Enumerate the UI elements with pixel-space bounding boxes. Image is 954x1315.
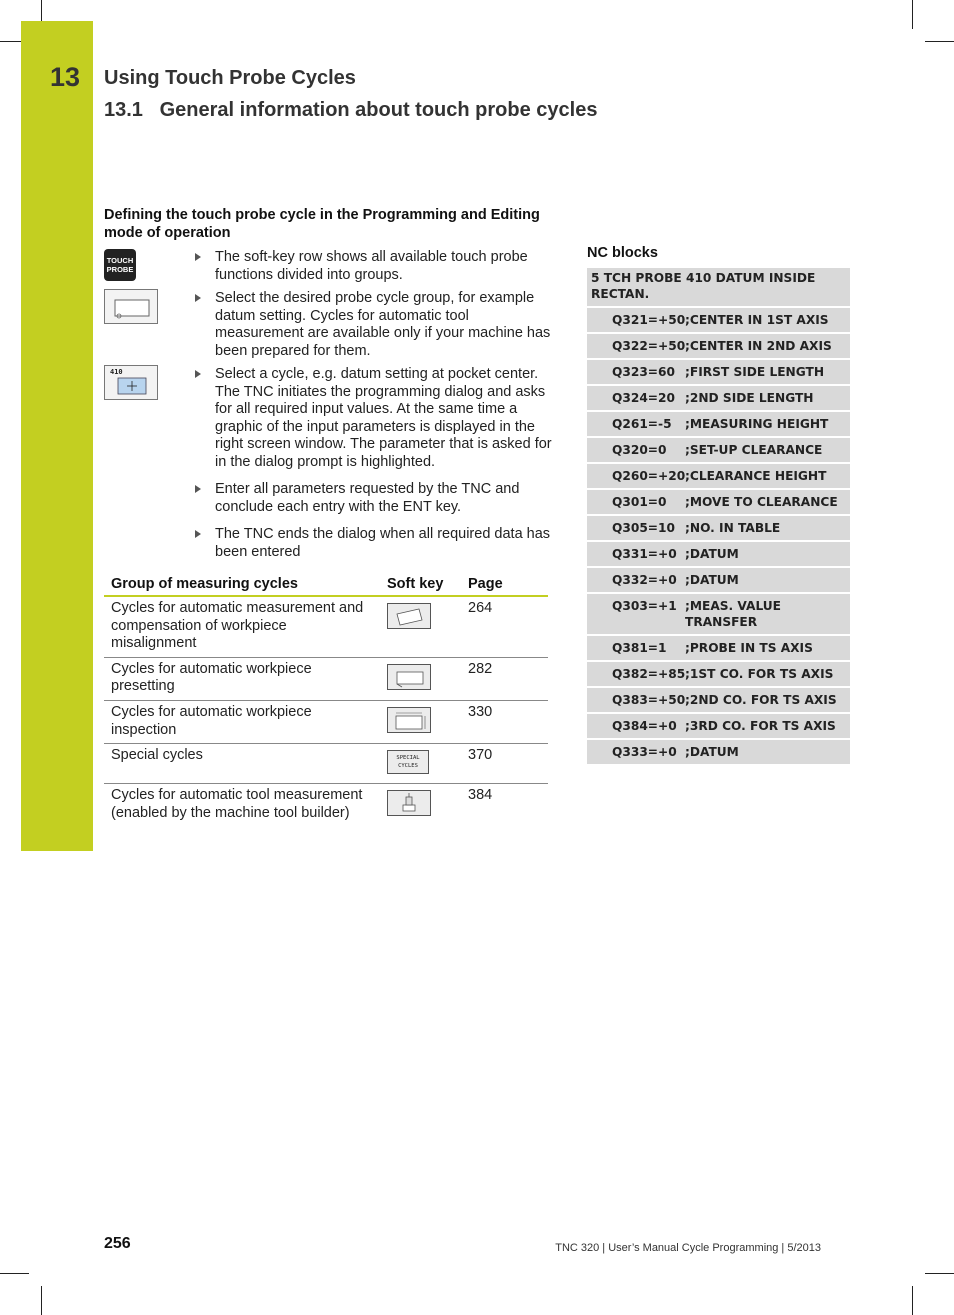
softkey-cell: [380, 784, 461, 844]
step-4: Enter all parameters requested by the TNC and conclude each entry with the ENT key.: [195, 481, 553, 516]
column-header-softkey: Soft key: [380, 575, 461, 596]
chapter-side-bar: [21, 21, 93, 851]
group-cell: Cycles for automatic workpiece presetting: [104, 657, 380, 700]
page-cell: 282: [461, 657, 548, 700]
nc-block-row: Q320=0 ;SET-UP CLEARANCE: [587, 438, 850, 464]
crop-mark: [41, 0, 42, 21]
crop-mark: [0, 41, 21, 42]
nc-block-row: Q384=+0 ;3RD CO. FOR TS AXIS: [587, 714, 850, 740]
special-cycles-softkey-icon: [387, 750, 429, 774]
page-cell: 330: [461, 700, 548, 743]
page-cell: 370: [461, 744, 548, 784]
nc-block-row: Q383=+50 ;2ND CO. FOR TS AXIS: [587, 688, 850, 714]
nc-block-row: Q381=1 ;PROBE IN TS AXIS: [587, 636, 850, 662]
nc-block-row: Q303=+1 ;MEAS. VALUE TRANSFER: [587, 594, 850, 636]
bullet-arrow-icon: [195, 253, 201, 261]
table-row: [104, 596, 548, 657]
crop-mark: [925, 1273, 954, 1274]
table-row: [104, 700, 548, 743]
touch-probe-key-icon: [104, 249, 136, 281]
crop-mark: [0, 1273, 29, 1274]
step-2: Select the desired probe cycle group, for example datum setting. Cycles for automatic tool measurement are available only if your machine has been prepared for them.: [195, 290, 553, 360]
softkey-cell: [380, 700, 461, 743]
softkey-cell: [380, 596, 461, 657]
nc-block-row: Q331=+0 ;DATUM: [587, 542, 850, 568]
page-cell: 384: [468, 787, 493, 804]
nc-blocks-heading: NC blocks: [587, 245, 658, 261]
cycle-410-label: 410: [110, 368, 123, 376]
special-cycles-softkey-line2: CYCLES: [398, 763, 418, 770]
misalignment-softkey-icon: [387, 603, 431, 629]
table-row: [104, 784, 548, 844]
nc-block-row: Q260=+20 ;CLEARANCE HEIGHT: [587, 464, 850, 490]
group-cell: Cycles for automatic workpiece inspection: [104, 700, 380, 743]
group-cell: Special cycles: [104, 744, 380, 784]
inspection-softkey-icon: [387, 707, 431, 733]
nc-block-row: Q321=+50 ;CENTER IN 1ST AXIS: [587, 308, 850, 334]
nc-block-row: Q305=10 ;NO. IN TABLE: [587, 516, 850, 542]
datum-setting-softkey-icon: [104, 289, 158, 324]
special-cycles-softkey-line1: SPECIAL: [396, 755, 420, 762]
bullet-arrow-icon: [195, 485, 201, 493]
chapter-number: 13: [50, 62, 81, 92]
nc-block-first-line: 5 TCH PROBE 410 DATUM INSIDE RECTAN.: [587, 268, 850, 308]
column-header-page: Page: [461, 575, 548, 596]
nc-block-row: Q332=+0 ;DATUM: [587, 568, 850, 594]
crop-mark: [41, 1286, 42, 1315]
tool-measurement-softkey-icon: [387, 790, 431, 816]
presetting-softkey-icon: [387, 664, 431, 690]
nc-block-row: Q261=-5 ;MEASURING HEIGHT: [587, 412, 850, 438]
cycle-410-softkey-icon: [104, 365, 158, 400]
bullet-arrow-icon: [195, 294, 201, 302]
group-cell: Cycles for automatic tool measurement (enabled by the machine tool builder): [111, 787, 363, 821]
crop-mark: [912, 0, 913, 29]
nc-block-row: Q333=+0 ;DATUM: [587, 740, 850, 766]
footer-text: TNC 320 | User’s Manual Cycle Programming | 5/2013: [555, 1242, 821, 1254]
table-row: [104, 744, 548, 784]
nc-block-row: Q382=+85 ;1ST CO. FOR TS AXIS: [587, 662, 850, 688]
nc-blocks-listing: [587, 268, 850, 766]
group-cell: Cycles for automatic measurement and compensation of workpiece misalignment: [104, 596, 380, 657]
crop-mark: [925, 41, 954, 42]
bullet-arrow-icon: [195, 370, 201, 378]
nc-block-row: Q301=0 ;MOVE TO CLEARANCE: [587, 490, 850, 516]
touch-probe-key-line1: TOUCH: [106, 256, 134, 265]
column-header-group: Group of measuring cycles: [104, 575, 380, 596]
page-cell: 264: [461, 596, 548, 657]
measuring-cycles-table: [104, 575, 548, 844]
softkey-cell: [380, 744, 461, 784]
table-header-row: [104, 575, 548, 596]
page-number: 256: [104, 1235, 131, 1252]
step-1: The soft-key row shows all available touch probe functions divided into groups.: [195, 249, 553, 284]
nc-block-row: Q322=+50 ;CENTER IN 2ND AXIS: [587, 334, 850, 360]
crop-mark: [912, 1286, 913, 1315]
chapter-title: Using Touch Probe Cycles: [104, 67, 356, 89]
table-row: [104, 657, 548, 700]
procedure-heading: Defining the touch probe cycle in the Programming and Editing mode of operation: [104, 207, 540, 241]
step-5: The TNC ends the dialog when all required data has been entered: [195, 526, 553, 561]
nc-block-row: Q324=20 ;2ND SIDE LENGTH: [587, 386, 850, 412]
bullet-arrow-icon: [195, 530, 201, 538]
softkey-cell: [380, 657, 461, 700]
nc-block-row: Q323=60 ;FIRST SIDE LENGTH: [587, 360, 850, 386]
step-3: Select a cycle, e.g. datum setting at pocket center. The TNC initiates the programming dialog and asks for all required input values. At the same time a graphic of the input parameters is displayed in the right screen window. The parameter that is asked for in the dialog prompt is highlighted.: [195, 366, 553, 472]
section-title: 13.1 General information about touch probe cycles: [104, 99, 598, 121]
touch-probe-key-line2: PROBE: [106, 265, 134, 274]
